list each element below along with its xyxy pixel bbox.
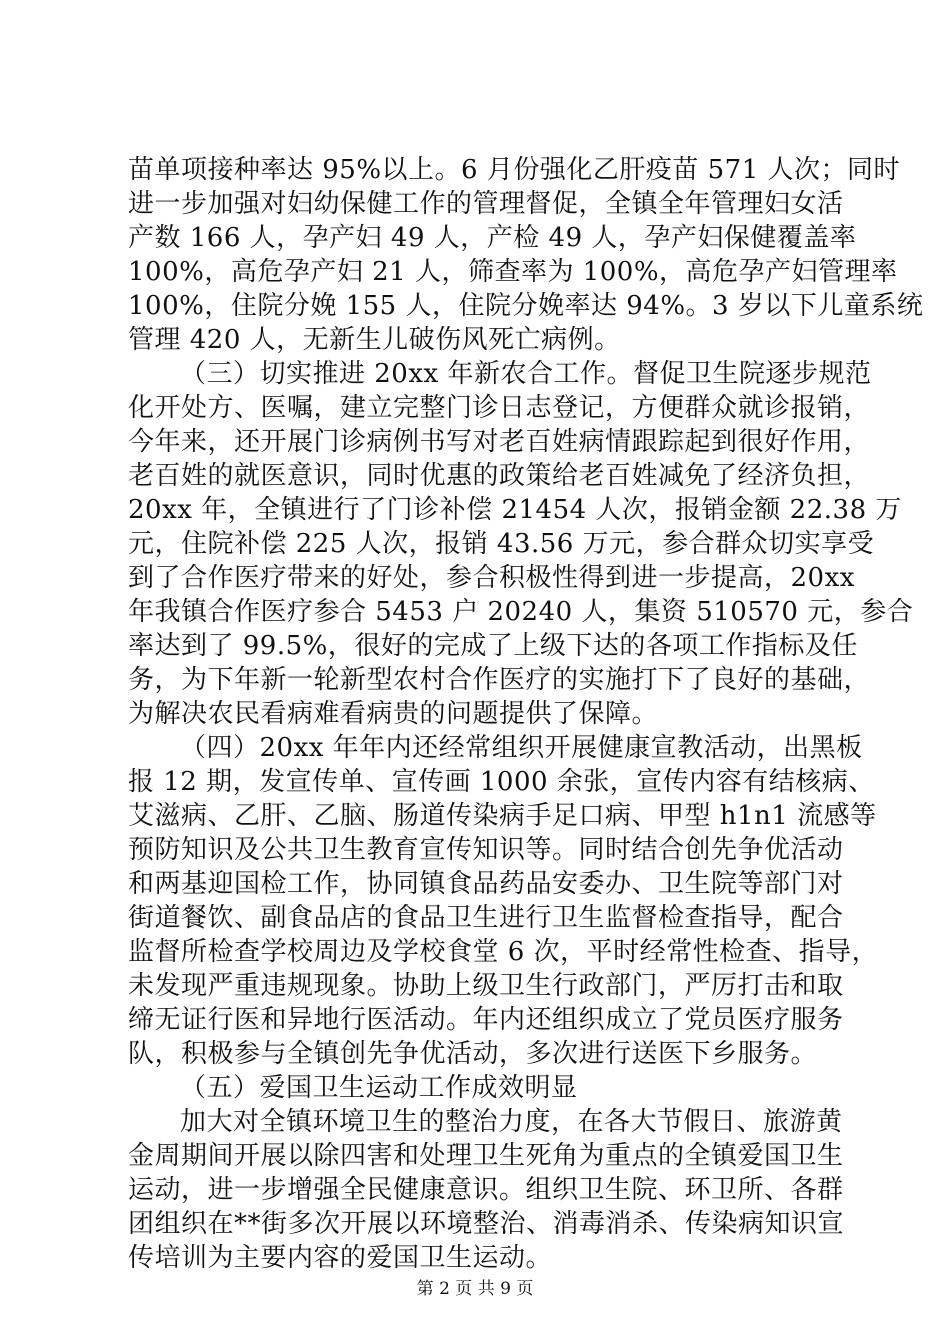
- text-line: 团组织在**街多次开展以环境整治、消毒消杀、传染病知识宣: [128, 1209, 845, 1239]
- text-line: 老百姓的就医意识，同时优惠的政策给老百姓减免了经济负担，: [128, 461, 871, 491]
- text-line: 100%，住院分娩 155 人，住院分娩率达 94%。3 岁以下儿童系统: [128, 291, 924, 321]
- text-line: 进一步加强对妇幼保健工作的管理督促，全镇全年管理妇女活: [128, 189, 844, 219]
- text-line: 预防知识及公共卫生教育宣传知识等。同时结合创先争优活动: [128, 835, 844, 865]
- text-line: 队，积极参与全镇创先争优活动，多次进行送医下乡服务。: [128, 1039, 818, 1069]
- paragraph-first-line: 加大对全镇环境卫生的整治力度，在各大节假日、旅游黄: [180, 1107, 843, 1137]
- text-line: 报 12 期，发宣传单、宣传画 1000 余张，宣传内容有结核病、: [128, 767, 875, 797]
- text-line: 未发现严重违规现象。协助上级卫生行政部门，严厉打击和取: [128, 971, 844, 1001]
- page-footer: 第 2 页 共 9 页: [416, 1279, 534, 1299]
- text-line: 缔无证行医和异地行医活动。年内还组织成立了党员医疗服务: [128, 1005, 844, 1035]
- text-line: 街道餐饮、副食品店的食品卫生进行卫生监督检查指导，配合: [128, 903, 844, 933]
- section-3-heading-line: （三）切实推进 20xx 年新农合工作。督促卫生院逐步规范: [180, 359, 872, 389]
- text-line: 金周期间开展以除四害和处理卫生死角为重点的全镇爱国卫生: [128, 1141, 844, 1171]
- text-line: 运动，进一步增强全民健康意识。组织卫生院、环卫所、各群: [128, 1175, 844, 1205]
- text-line: 管理 420 人，无新生儿破伤风死亡病例。: [128, 325, 621, 355]
- text-line: 年我镇合作医疗参合 5453 户 20240 人，集资 510570 元，参合: [128, 597, 914, 627]
- text-line: 苗单项接种率达 95%以上。6 月份强化乙肝疫苗 571 人次；同时: [128, 155, 901, 185]
- text-line: 今年来，还开展门诊病例书写对老百姓病情跟踪起到很好作用，: [128, 427, 871, 457]
- text-line: 务，为下年新一轮新型农村合作医疗的实施打下了良好的基础，: [128, 665, 871, 695]
- text-line: 产数 166 人，孕产妇 49 人，产检 49 人，孕产妇保健覆盖率: [128, 223, 857, 253]
- text-line: 传培训为主要内容的爱国卫生运动。: [128, 1243, 553, 1273]
- text-line: 为解决农民看病难看病贵的问题提供了保障。: [128, 699, 659, 729]
- text-line: 到了合作医疗带来的好处，参合积极性得到进一步提高，20xx: [128, 563, 855, 593]
- text-line: 和两基迎国检工作，协同镇食品药品安委办、卫生院等部门对: [128, 869, 844, 899]
- text-line: 化开处方、医嘱，建立完整门诊日志登记，方便群众就诊报销，: [128, 393, 871, 423]
- text-line: 监督所检查学校周边及学校食堂 6 次，平时经常性检查、指导，: [128, 937, 879, 967]
- text-line: 元，住院补偿 225 人次，报销 43.56 万元，参合群众切实享受: [128, 529, 875, 559]
- section-4-heading-line: （四）20xx 年年内还经常组织开展健康宣教活动，出黑板: [180, 733, 863, 763]
- text-line: 率达到了 99.5%，很好的完成了上级下达的各项工作指标及任: [128, 631, 858, 661]
- section-5-heading: （五）爱国卫生运动工作成效明显: [180, 1073, 578, 1103]
- text-line: 100%，高危孕产妇 21 人，筛查率为 100%，高危孕产妇管理率: [128, 257, 898, 287]
- text-line: 艾滋病、乙肝、乙脑、肠道传染病手足口病、甲型 h1n1 流感等: [128, 801, 877, 831]
- text-line: 20xx 年，全镇进行了门诊补偿 21454 人次，报销金额 22.38 万: [128, 495, 902, 525]
